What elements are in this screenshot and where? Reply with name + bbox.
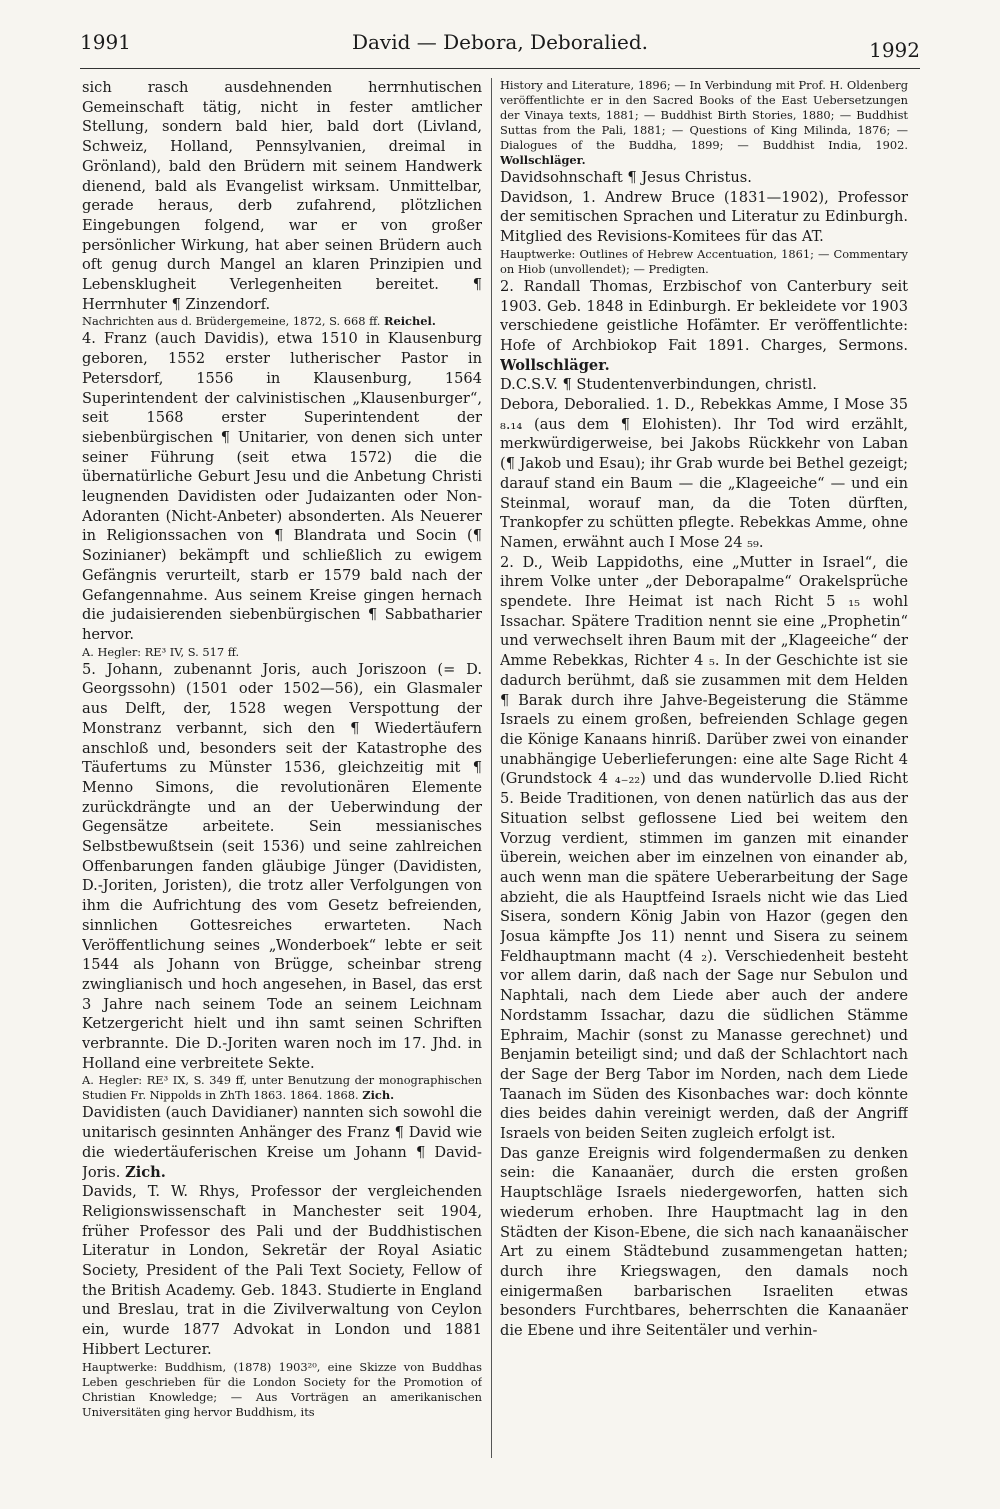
header-rule [80,68,920,69]
running-title: David — Debora, Deboralied. [351,30,649,54]
reference-davids: Hauptwerke: Buddhism, (1878) 1903²⁰, eine Skizze von Buddhas Leben geschrieben für die London Society for the Promotion of Christian Knowledge; — Aus Vorträgen an amerikanischen Universitäten ging hervor Buddhism, its [82,1359,482,1419]
author-signature: Reichel. [384,314,436,329]
entry-dcsv: D.C.S.V. ¶ Studentenverbindungen, christl. [500,376,817,394]
reference-text: Nachrichten aus d. Brüdergemeine, 1872, S. 668 ff. [82,314,381,329]
author-signature: Zich. [125,1163,166,1181]
entry-davidisten [82,1103,482,1182]
left-column [82,78,482,1469]
left-page-number: 1991 [80,30,131,54]
reference-text: A. Hegler: RE³ IX, S. 349 ff, unter Benutzung der monographischen Studien Fr. Nippolds in ZhTh 1863. 1864. 1868. [82,1073,482,1103]
author-signature: Wollschläger. [500,153,586,167]
right-column [500,78,908,1469]
column-divider [491,78,492,1458]
entry-debora-2: 2. D., Weib Lappidoths, eine „Mutter in Israel“, die ihrem Volke unter „der Deborapalme“ Orakelsprüche spendete. Ihre Heimat ist nach Richt 5 ₁₅ wohl Issachar. Spätere Tradition nennt sie eine „Prophetin“ und verwechselt ihren Baum mit der „Klageeiche“ der Amme Rebekkas, Richter 4 ₅. In der Geschichte ist sie dadurch berühmt, daß sie zusammen mit dem Helden ¶ Barak durch ihre Jahve-Begeisterung die Stämme Israels zu einem großen, befreienden Schlage gegen die Könige Kanaans hinriß. Darüber zwei von einander unabhängige Ueberlieferungen: eine alte Sage Richt 4 (Grundstock 4 ₄₋₂₂) und das wundervolle D.lied Richt 5. Beide Traditionen, von denen natürlich das aus der Situation selbst geflossene Lied bei weitem den Vorzug verdient, stimmen im ganzen mit einander überein, weichen aber im einzelnen von einander ab, auch wenn man die spätere Ueberarbeitung der Sage abzieht, die als Hauptfeind Israels nicht wie das Lied Sisera, sondern König Jabin von Hazor (gegen den Josua kämpfte Jos 11) nennt und Sisera zu seinem Feldhauptmann macht (4 ₂). Verschiedenheit besteht vor allem darin, daß nach der Sage nur Sebulon und Naphtali, nach dem Liede aber auch der andere Nordstamm Issachar, dazu die südlichen Stämme Ephraim, Machir (sonst zu Manasse gerechnet) und Benjamin beteiligt sind; und daß der Schlachtort nach der Sage der Berg Tabor im Norden, nach dem Liede Taanach im Süden des Kisonbaches war: doch könnte dies beides dahin vereinigt werden, daß der Angriff Israels von beiden Seiten zugleich erfolgt ist. [500,553,908,1143]
entry-david-4-franz: 4. Franz (auch Davidis), etwa 1510 in Klausenburg geboren, 1552 erster lutherischer Pastor in Petersdorf, 1556 in Klausenburg, 1564 Superintendent der calvinistischen „Klausenburger“, seit 1568 erster Superintendent der siebenbürgischen ¶ Unitarier, von denen sich unter seiner Führung (seit etwa 1572) die die übernatürliche Geburt Jesu und die Anbetung Christi leugnenden Davidisten oder Judaizanten oder Non-Adoranten (Nicht-Anbeter) absonderten. Als Neuerer in Religionssachen von ¶ Blandrata und Socin (¶ Sozinianer) bekämpft und schließlich zu ewigem Gefängnis verurteilt, starb er 1579 bald nach der Gefangennahme. Aus seinem Kreise gingen hernach die judaisierenden siebenbürgischen ¶ Sabbatharier hervor. [82,330,482,643]
reference-davids-continued [500,78,908,168]
entry-ereignis: Das ganze Ereignis wird folgendermaßen zu denken sein: die Kanaanäer, durch die ersten großen Hauptschläge Israels niedergeworfen, hatten sich wiederum erhoben. Ihre Hauptmacht lag in den Städten der Kison-Ebene, die sich nach kanaanäischer Art zu einem Städtebund zusammengetan hatten; durch ihre Kriegswagen, den damals noch einigermaßen barbarischen Israeliten etwas besonders Furchtbares, beherrschten die Kanaanäer die Ebene und ihre Seitentäler und verhin- [500,1144,908,1340]
reference-text: History and Literature, 1896; — In Verbindung mit Prof. H. Oldenberg veröffentlichte er in den Sacred Books of the East Uebersetzungen der Vinaya texts, 1881; — Buddhist Birth Stories, 1880; — Buddhist Suttas from the Pali, 1881; — Questions of King Milinda, 1876; — Dialogues of the Buddha, 1899; — Buddhist India, 1902. [500,78,908,152]
entry-davidson-2 [500,277,908,376]
reference-david-5 [82,1073,482,1103]
entry-davids: Davids, T. W. Rhys, Professor der vergleichenden Religionswissenschaft in Manchester seit 1904, früher Professor des Pali und der Buddhistischen Literatur in London, Sekretär der Royal Asiatic Society, President of the Pali Text Society, Fellow of the British Academy. Geb. 1843. Studierte in England und Breslau, trat in die Zivilverwaltung von Ceylon ein, wurde 1877 Advokat in London und 1881 Hibbert Lecturer. [82,1183,482,1358]
entry-davidsohnschaft: Davidsohnschaft ¶ Jesus Christus. [500,169,752,186]
entry-text: 2. Randall Thomas, Erzbischof von Canterbury seit 1903. Geb. 1848 in Edinburgh. Er bekleidete vor 1903 verschiedene geistliche Hofämter. Er veröffentlichte: Hofe of Archbiokop Fait 1891. Charges, Sermons. [500,277,908,354]
entry-text: Davidisten (auch Davidianer) nannten sich sowohl die unitarisch gesinnten Anhänger des Franz ¶ David wie die wiedertäuferischen Kreise um Johann ¶ David-Joris. [82,1104,482,1181]
entry-debora-1: Debora, Deboralied. 1. D., Rebekkas Amme, I Mose 35 ₈.₁₄ (aus dem ¶ Elohisten). Ihr Tod wird erzählt, merkwürdigerweise, bei Jakobs Rückkehr von Laban (¶ Jakob und Esau); ihr Grab wurde bei Bethel gezeigt; darauf stand ein Baum — die „Klageeiche“ — und ein Steinmal, worauf man, da die Toten dürften, Trankopfer zu schütten pflegte. Rebekkas Amme, ohne Namen, erwähnt auch I Mose 24 ₅₉. [500,396,908,551]
author-signature: Wollschläger. [500,356,610,374]
entry-david-5-johann: 5. Johann, zubenannt Joris, auch Joriszoon (= D. Georgssohn) (1501 oder 1502—56), ein Glasmaler aus Delft, der, 1528 wegen Verspottung der Monstranz verbannt, sich den ¶ Wiedertäufern anschloß und, besonders seit der Katastrophe des Täufertums zu Münster 1536, gleichzeitig mit ¶ Menno Simons, die revolutionären Elemente zurückdrängte und an der Ueberwindung der Gegensätze arbeitete. Sein messianisches Selbstbewußtsein (seit 1536) und seine zahlreichen Offenbarungen fanden gläubige Jünger (Davidisten, D.-Joriten, Joristen), die trotz aller Verfolgungen von ihm die Aufrichtung des vom Gesetz befreienden, sinnlichen Gottesreiches erwarteten. Nach Veröffentlichung seines „Wonderboek“ lebte er seit 1544 als Johann von Brügge, scheinbar streng zwinglianisch und hoch angesehen, in Basel, das erst 3 Jahre nach seinem Tode an seinem Leichnam Ketzergericht hielt und ihn samt seinen Schriften verbrannte. Die D.-Joriten waren noch im 17. Jhd. in Holland eine verbreitete Sekte. [82,660,482,1072]
author-signature: Zich. [362,1088,395,1103]
entry-davidson-1: Davidson, 1. Andrew Bruce (1831—1902), Professor der semitischen Sprachen und Literatur zu Edinburgh. Mitglied des Revisions-Komitees für das AT. [500,188,908,246]
reference-david-4: A. Hegler: RE³ IV, S. 517 ff. [82,644,240,659]
entry-david-3-continued: sich rasch ausdehnenden herrnhutischen Gemeinschaft tätig, nicht in fester amtlicher Stellung, sondern bald hier, bald dort (Livland, Schweiz, Holland, Pennsylvanien, dreimal in Grönland), bald den Brüdern mit seinem Handwerk dienend, bald als Evangelist wirksam. Unmittelbar, gerade heraus, derb zufahrend, plötzlichen Eingebungen folgend, war er von großer persönlicher Wirkung, hat aber seinen Brüdern auch oft genug durch Mangel an klaren Prinzipien und Lebensklugheit Verlegenheiten bereitet. ¶ Herrnhuter ¶ Zinzendorf. [82,79,482,313]
reference-david-3 [82,314,482,329]
right-page-number: 1992 [869,38,920,62]
reference-davidson-1: Hauptwerke: Outlines of Hebrew Accentuation, 1861; — Commentary on Hiob (unvollendet); — Predigten. [500,246,908,276]
page-header [80,30,920,70]
